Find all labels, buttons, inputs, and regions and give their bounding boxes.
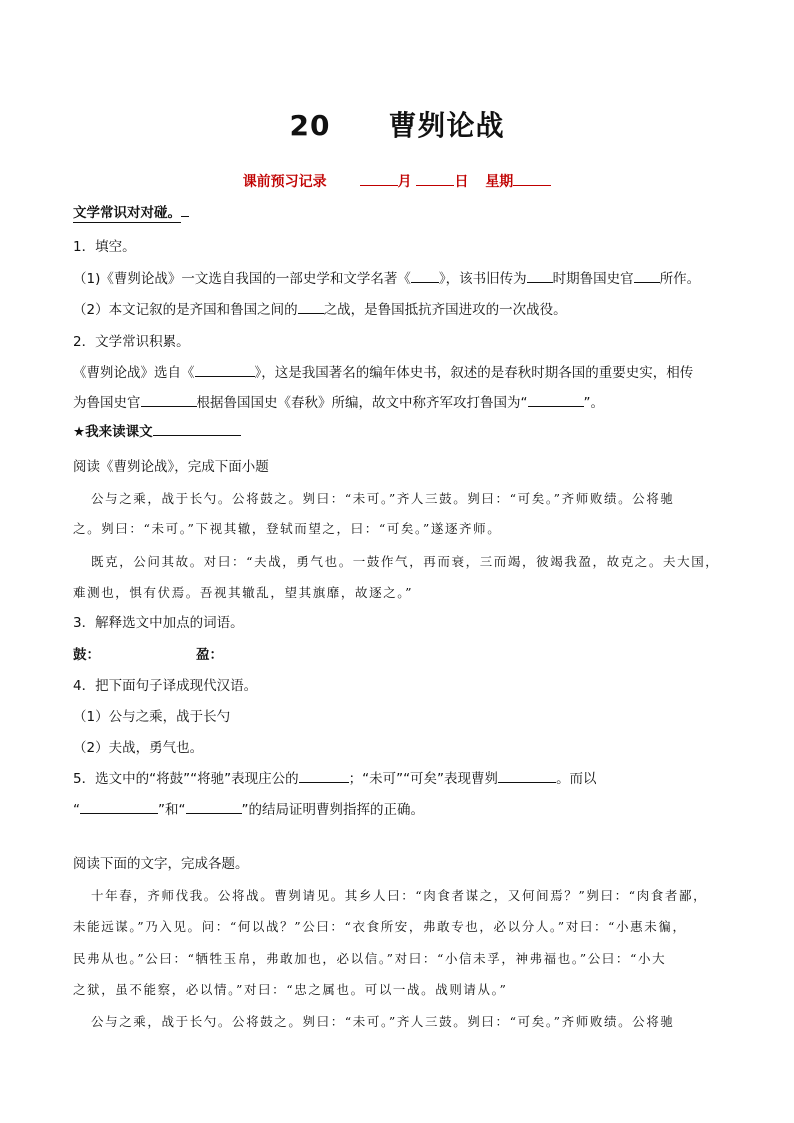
passage2-line4: 之狱，虽不能察，必以情。”对曰：“忠之属也。可以一战。战则请从。” [73, 982, 508, 997]
lesson-title [0, 104, 794, 144]
passage2-line3: 民弗从也。”公曰：“牺牲玉帛，弗敢加也，必以信。”对曰：“小信未孚，神弗福也。”公曰：“小大 [73, 951, 667, 966]
passage1-line3: 既克，公问其故。对曰：“夫战，勇气也。一鼓作气，再而衰，三而竭，彼竭我盈，故克之。夫大国， [91, 554, 720, 569]
result1-blank[interactable] [80, 801, 158, 814]
caogui-trait-blank[interactable] [498, 770, 556, 783]
record-label: 课前预习记录 [242, 174, 327, 190]
passage1-line4: 难测也，惧有伏焉。吾视其辙乱，望其旗靡，故逐之。” [73, 585, 414, 600]
lesson-number: 20 [289, 109, 331, 142]
era-blank[interactable] [527, 270, 553, 283]
duke-trait-blank[interactable] [299, 770, 349, 783]
q3-words: 鼓： 盈： [73, 647, 223, 663]
month-blank[interactable] [360, 173, 398, 186]
passage1-line2: 之。刿曰：“未可。”下视其辙，登轼而望之，曰：“可矣。”遂逐齐师。 [73, 521, 502, 536]
q3-title: 3．解释选文中加点的词语。 [73, 615, 244, 631]
preview-record [0, 171, 794, 191]
weekday-blank[interactable] [513, 173, 551, 186]
passage2-line2: 未能远谋。”乃入见。问：“何以战？”公曰：“衣食所安，弗敢专也，必以分人。”对曰：“小惠未徧， [73, 919, 687, 934]
section1-heading: 文学常识对对碰。 [73, 204, 189, 222]
reading1-instruction: 阅读《曹刿论战》，完成下面小题 [73, 459, 269, 475]
historian-blank[interactable] [141, 394, 197, 407]
section2-heading: ★我来读课文 [73, 423, 241, 441]
q4-title: 4．把下面句子译成现代汉语。 [73, 678, 258, 694]
q1-part2: （2）本文记叙的是齐国和鲁国之间的 之战，是鲁国抵抗齐国进攻的一次战役。 [73, 302, 567, 318]
source-blank[interactable] [195, 364, 255, 377]
result2-blank[interactable] [186, 801, 242, 814]
q1-part1: （1)《曹刿论战》一文选自我国的一部史学和文学名著《 》，该书旧传为 时期鲁国史官 所作。 [73, 271, 701, 287]
weekday-label: 星期 [485, 174, 514, 190]
month-label: 月 [397, 174, 412, 190]
author-blank[interactable] [634, 270, 660, 283]
battle-blank[interactable] [298, 301, 324, 314]
q2-line2: 为鲁国史官 根据鲁国国史《春秋》所编，故文中称齐军攻打鲁国为“ ”。 [73, 395, 604, 411]
book-blank[interactable] [411, 270, 439, 283]
lesson-name: 曹刿论战 [388, 109, 505, 142]
q2-line1: 《曹刿论战》选自《 》，这是我国著名的编年体史书，叙述的是春秋时期各国的重要史实，相传 [73, 365, 694, 381]
day-label: 日 [454, 174, 469, 190]
q1-title: 1．填空。 [73, 239, 136, 255]
passage2-line5: 公与之乘，战于长勺。公将鼓之。刿曰：“未可。”齐人三鼓。刿曰：“可矣。”齐师败绩。公将驰 [91, 1014, 675, 1029]
passage2-line1: 十年春，齐师伐我。公将战。曹刿请见。其乡人曰：“肉食者谋之，又何间焉？”刿曰：“肉食者鄙， [91, 888, 708, 903]
attack-term-blank[interactable] [528, 394, 584, 407]
q5-line1: 5．选文中的“将鼓”“将驰”表现庄公的 ；“未可”“可矣”表现曹刿 。而以 [73, 771, 597, 787]
day-blank[interactable] [416, 173, 454, 186]
q5-line2: “ ”和“ ”的结局证明曹刿指挥的正确。 [73, 802, 424, 818]
q4-sentence2: （2）夫战，勇气也。 [73, 740, 204, 756]
passage1-line1: 公与之乘，战于长勺。公将鼓之。刿曰：“未可。”齐人三鼓。刿曰：“可矣。”齐师败绩。公将驰 [91, 491, 675, 506]
q2-title: 2．文学常识积累。 [73, 334, 190, 350]
reading2-instruction: 阅读下面的文字，完成各题。 [73, 856, 249, 872]
q4-sentence1: （1）公与之乘，战于长勺 [73, 709, 231, 725]
